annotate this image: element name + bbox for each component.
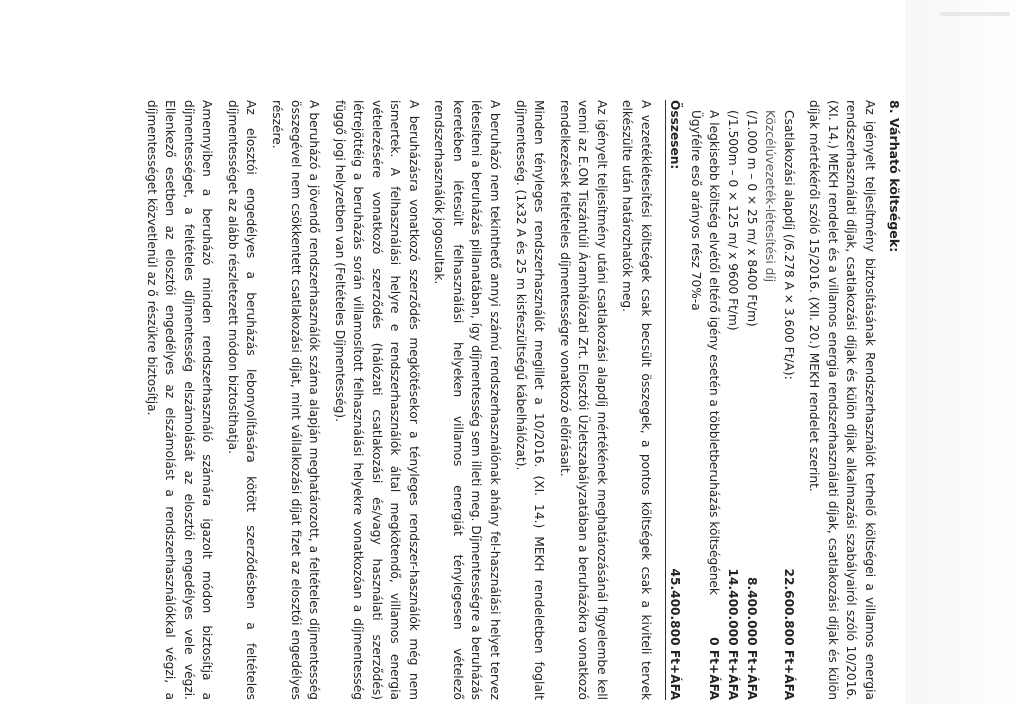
cost-amount: 8.400.000 Ft+ÁFA	[744, 576, 759, 700]
document-page	[114, 100, 904, 700]
cost-list	[686, 100, 797, 700]
cost-label: A legkisebb költség elvétől eltérő igény esetén a többletberuházás költségének Ügyfélre eső arányos rész 70%-a	[688, 110, 722, 595]
paragraph-contract: A beruházásra vonatkozó szerződés megkötésekor a tényleges rendszer-használók még nem ismertek. A felhasználási helyre e rendszerhasználók által megkötendő, villamos energia vételezésére vonatkozó szerződés (hálózati csatlakozási és/vagy használati szerződés) létrejöttéig a beruházás során villamosított felhasználási helyekre vonatkozóan a díjmentesség függő jogi helyzetben van (Feltételes Díjmentesség).	[332, 100, 421, 700]
cost-row-connection-fee	[779, 110, 798, 700]
section-title: 8. Várható költségek:	[887, 100, 902, 253]
paragraph-settlement: Amennyiben a beruházó minden rendszerhasználó számára igazolt módon biztosítja a díjmentességet, a feltételes díjmentesség elszámolását az elosztói engedélyes vele végzi. Ellenkező esetben az elosztói engedélyes az elszámolást a rendszerhasználókkal végzi, a díjmentességet közvetlenül az ő részükre biztosítja.	[144, 100, 215, 700]
cost-amount: 0 Ft+ÁFA	[707, 637, 722, 700]
paragraph-exemption: Minden tényleges rendszerhasználót megillet a 10/2016. (XI. 14.) MEKH rendeletben foglalt díjmentesség. (1x32 A és 25 m kisfeszültségű kábelhálózat).	[513, 100, 547, 700]
paragraph-payment: A beruházó a jövendő rendszerhasználók száma alapján meghatározott, a feltételes díjmentesség összegével nem csökkentett csatlakozási díjat, mint vállalkozási díjat fizet az elosztói engedélyes részére.	[270, 100, 322, 700]
paragraph-connection-fee: Az igényelt teljesítmény utáni csatlakozási alapdíj mértékének meghatározásánál figyelembe kell venni az E.ON Tiszántúli Áramhálózati Zrt. Elosztói Üzletszabályzatában a beruházókra vonatkozó rendelkezések feltételes díjmentességre vonatkozó előírásait.	[557, 100, 609, 700]
cost-label: (/1.500m – 0 × 125 m/ x 9600 Ft/m)	[726, 110, 741, 331]
paragraph-investor: A beruházó nem tekinthető annyi számú rendszerhasználónak ahány fel-használási helyet tervez létesíteni a beruházás pillanatában, így díjmentesség sem illeti meg. Díjmentességre a beruházás keretében létesült felhasználási helyeken villamos energiát ténylegesen vételező rendszerhasználók jogosultak.	[432, 100, 503, 700]
scan-edge	[905, 0, 1024, 704]
total-amount: 45.400.800 Ft+ÁFA	[668, 568, 683, 700]
cost-label: Közcélúvezeték-létesítési díj	[763, 110, 778, 283]
cost-row-line-fee	[761, 110, 780, 700]
cost-row-line-a	[742, 110, 761, 700]
cost-row-line-b	[723, 110, 742, 700]
cost-amount: 22.600.800 Ft+ÁFA	[781, 568, 796, 700]
cost-amount: 14.400.000 Ft+ÁFA	[726, 568, 741, 700]
total-row	[665, 100, 685, 700]
total-block	[665, 100, 685, 700]
cost-label: Csatlakozási alapdíj (/6.278 A × 3.600 Ft/A):	[781, 110, 796, 380]
paragraph-estimate: A vezetéklétesítési költségek csak becsült összegek, a pontos költségek csak a kiviteli tervek elkészülte után határozhatók meg.	[620, 100, 653, 700]
total-label: Összesen:	[668, 100, 683, 170]
paragraph-provision: Az elosztói engedélyes a beruházás lebonyolítására kötött szerződésben a feltételes díjmentességet az alább részletezett módon biztosíthatja.	[225, 100, 259, 700]
intro-paragraph: Az igényelt teljesítmény biztosításának Rendszerhasználót terhelő költségei a villamos energia rendszerhasználati díjak, csatlakozási díjak és külön díjak alkalmazási szabályairól szóló 10/2016. (XI. 14.) MEKH rendelet és a villamos energia rendszerhasználati díjak, csatlakozási díjak és külön díjak mértékéről szóló 15/2016. (XII. 20.) MEKH rendelet szerint.	[807, 100, 877, 700]
scan-smudge	[940, 12, 1010, 16]
cost-label: (/1.000 m – 0 × 25 m/ x 8400 Ft/m)	[744, 110, 759, 327]
cost-row-extra-investment	[686, 110, 723, 700]
